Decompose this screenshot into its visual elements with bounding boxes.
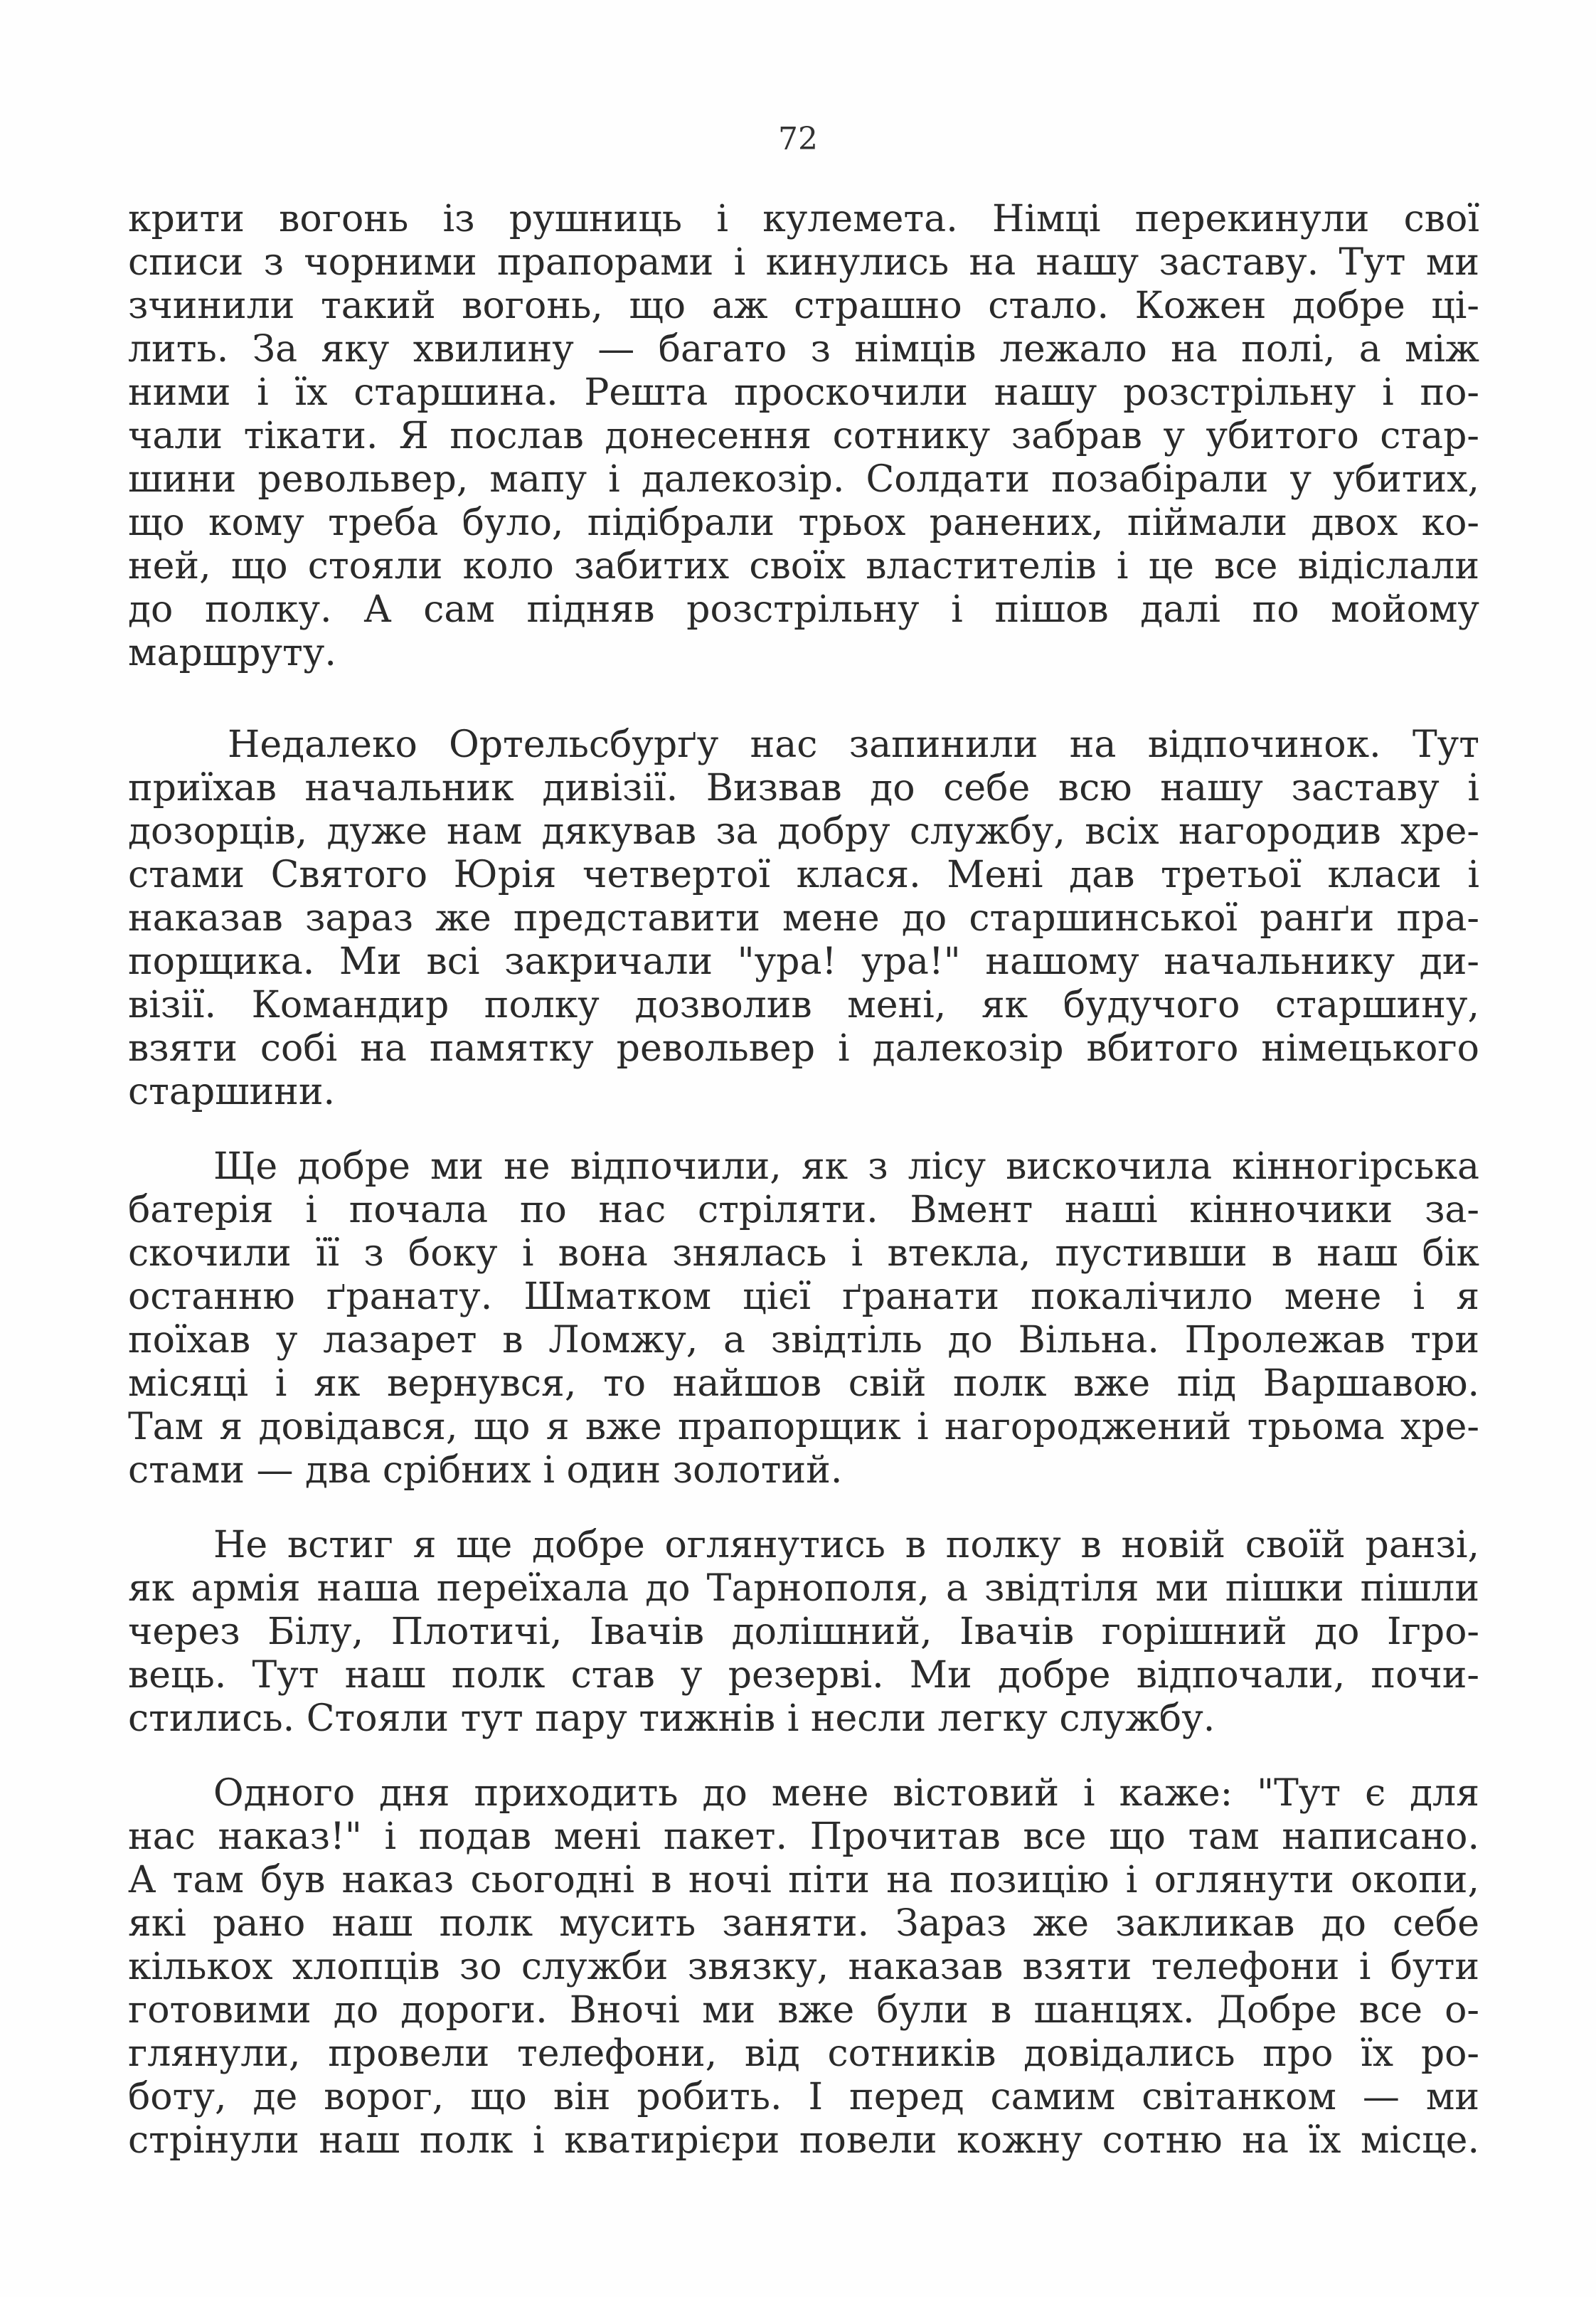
paragraph-1 xyxy=(128,198,1479,675)
text-line: готовими до дороги. Вночі ми вже були в шанцях. Добре все о- xyxy=(128,1989,1479,2032)
body-text xyxy=(128,198,1479,2163)
text-line: крити вогонь із рушниць і кулемета. Німці перекинули свої xyxy=(128,198,1479,240)
text-line: боту, де ворог, що він робить. І перед самим світанком — ми xyxy=(128,2076,1479,2118)
text-line: порщика. Ми всі закричали "ура! ура!" нашому начальнику ди- xyxy=(128,940,1479,983)
text-line: Ще добре ми не відпочили, як з лісу вискочила кінногірська xyxy=(213,1145,1479,1188)
text-line: зчинили такий вогонь, що аж страшно стало. Кожен добре ці- xyxy=(128,285,1479,327)
text-line: А там був наказ сьогодні в ночі піти на позицію і оглянути окопи, xyxy=(128,1859,1479,1901)
text-line: які рано наш полк мусить заняти. Зараз же закликав до себе xyxy=(128,1902,1479,1945)
text-line: шини револьвер, мапу і далекозір. Солдати позабірали у убитих, xyxy=(128,458,1479,501)
text-line: чали тікати. Я послав донесення сотнику забрав у убитого стар- xyxy=(128,415,1479,457)
text-line: дозорців, дуже нам дякував за добру службу, всіх нагородив хре- xyxy=(128,810,1479,853)
text-line: Недалеко Ортельсбурґу нас запинили на відпочинок. Тут xyxy=(228,723,1479,766)
text-line: списи з чорними прапорами і кинулись на нашу заставу. Тут ми xyxy=(128,241,1479,284)
paragraph-4 xyxy=(128,1524,1479,1741)
text-line: Не встиг я ще добре оглянутись в полку в новій своїй ранзі, xyxy=(213,1524,1479,1566)
text-line: як армія наша переїхала до Тарнополя, а звідтіля ми пішки пішли xyxy=(128,1567,1479,1610)
text-line: стрінули наш полк і кватирієри повели кожну сотню на їх місце. xyxy=(128,2119,1479,2162)
paragraph-5 xyxy=(128,1772,1479,2163)
text-line: що кому треба було, підібрали трьох ранених, піймали двох ко- xyxy=(128,502,1479,544)
text-line: нас наказ!" і подав мені пакет. Прочитав все що там написано. xyxy=(128,1815,1479,1858)
text-line: взяти собі на памятку револьвер і далекозір вбитого німецького xyxy=(128,1027,1479,1070)
text-line: наказав зараз же представити мене до старшинської ранґи пра- xyxy=(128,897,1479,940)
text-line: місяці і як вернувся, то найшов свій полк вже під Варшавою. xyxy=(128,1362,1479,1405)
page-number: 72 xyxy=(778,121,818,157)
text-line: батерія і почала по нас стріляти. Вмент наші кінночики за- xyxy=(128,1189,1479,1231)
text-line: стились. Стояли тут пару тижнів і несли легку службу. xyxy=(128,1697,1215,1740)
text-line: візії. Командир полку дозволив мені, як будучого старшину, xyxy=(128,984,1479,1027)
text-line: вець. Тут наш полк став у резерві. Ми добре відпочали, почи- xyxy=(128,1654,1479,1697)
text-line: ней, що стояли коло забитих своїх властителів і це все відіслали xyxy=(128,545,1479,588)
text-line: старшини. xyxy=(128,1071,336,1113)
text-line: скочили її з боку і вона знялась і втекла, пустивши в наш бік xyxy=(128,1232,1479,1275)
text-line: до полку. А сам підняв розстрільну і пішов далі по мойому xyxy=(128,588,1479,631)
text-line: через Білу, Плотичі, Івачів долішний, Івачів горішний до Ігро- xyxy=(128,1611,1479,1653)
text-line: маршруту. xyxy=(128,632,336,674)
text-line: стами — два срібних і один золотий. xyxy=(128,1449,843,1492)
text-line: Там я довідався, що я вже прапорщик і нагороджений трьома хре- xyxy=(128,1406,1479,1448)
paragraph-2 xyxy=(128,723,1479,1114)
text-line: останню ґранату. Шматком цієї ґранати покалічило мене і я xyxy=(128,1275,1479,1318)
text-line: поїхав у лазарет в Ломжу, а звідтіль до Вільна. Пролежав три xyxy=(128,1319,1479,1362)
text-line: стами Святого Юрія четвертої клася. Мені дав третьої класи і xyxy=(128,854,1479,896)
paragraph-3 xyxy=(128,1145,1479,1492)
text-line: лить. За яку хвилину — багато з німців лежало на полі, а між xyxy=(128,328,1479,371)
text-line: глянули, провели телефони, від сотників довідались про їх ро- xyxy=(128,2032,1479,2075)
text-line: кількох хлопців зо служби звязку, наказав взяти телефони і бути xyxy=(128,1946,1479,1988)
text-line: Одного дня приходить до мене вістовий і каже: "Тут є для xyxy=(213,1772,1479,1815)
text-line: приїхав начальник дивізії. Визвав до себе всю нашу заставу і xyxy=(128,767,1479,810)
text-line: ними і їх старшина. Решта проскочили нашу розстрільну і по- xyxy=(128,371,1479,414)
